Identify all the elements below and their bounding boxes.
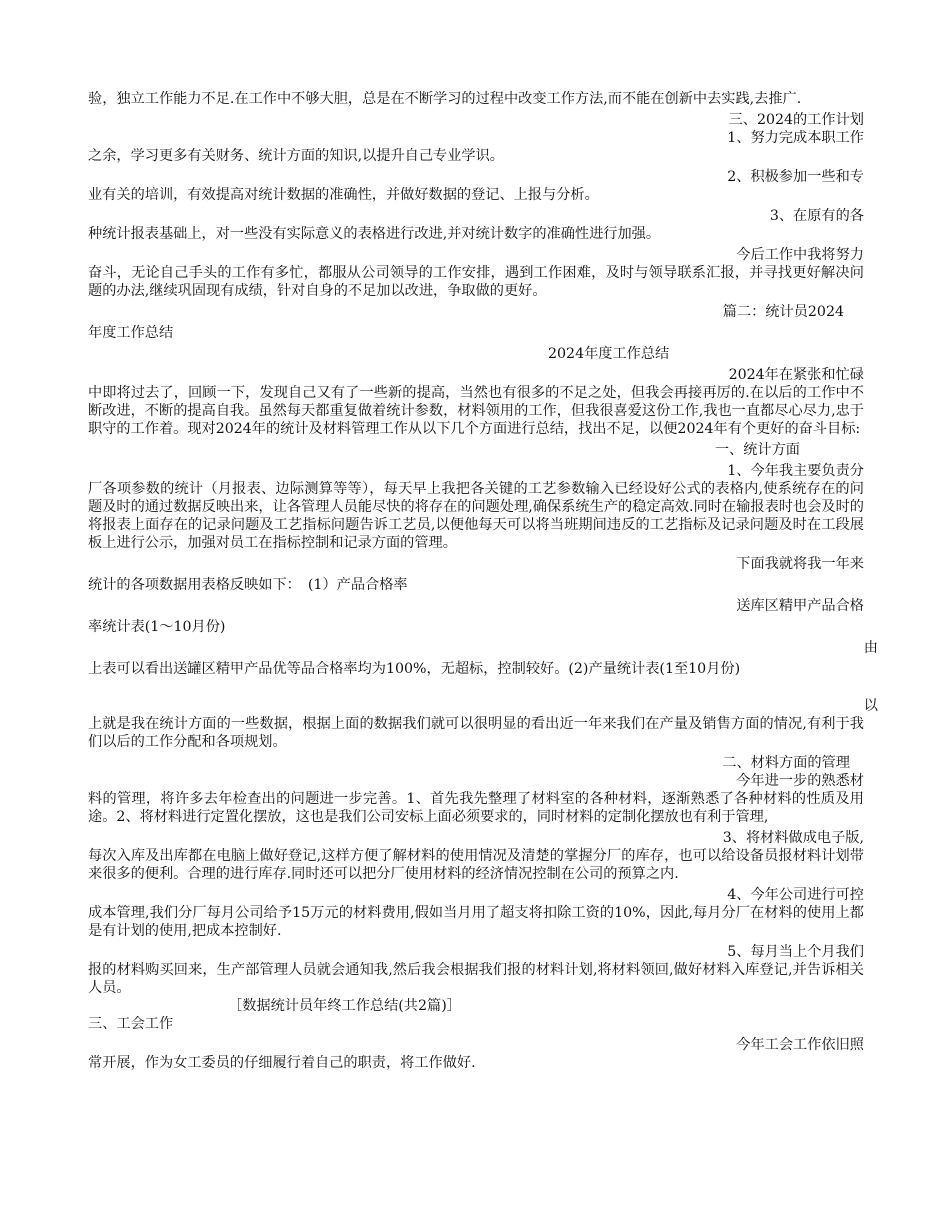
section-heading-union: 三、工会工作 bbox=[88, 1016, 174, 1032]
future-rest: 奋斗，无论自己手头的工作有多忙，都服从公司领导的工作安排，遇到工作困难，及时与领导联系汇报，并寻找更好解决问题的办法,继续巩固现有成绩，针对自身的不足加以改进，争取做的更好。 bbox=[88, 265, 864, 299]
document-title: 2024年度工作总结 bbox=[548, 346, 670, 362]
union-start: 今年工会工作依旧照 bbox=[736, 1037, 864, 1053]
mat-item-4-rest: 成本管理,我们分厂每月公司给予15万元的材料费用,假如当月用了超支将扣除工资的10%，因此,每月分厂在材料的使用上都是有计划的使用,把成本控制好. bbox=[88, 905, 864, 939]
mat-item-3-rest: 每次入库及出库都在电脑上做好登记,这样方便了解材料的使用情况及清楚的掌握分厂的库存，也可以给设备员报材料计划带来很多的便利。合理的进行库存.同时还可以把分厂使用材料的经济情况控制在公司的预算之内. bbox=[88, 848, 864, 882]
future-start: 今后工作中我将努力 bbox=[736, 247, 864, 263]
mat-item-3-start: 3、将材料做成电子版, bbox=[722, 830, 864, 846]
above-start: 以 bbox=[863, 698, 878, 714]
table-caption-start: 送库区精甲产品合格 bbox=[736, 598, 864, 614]
document-page bbox=[88, 90, 878, 1072]
plan-item-2-start: 2、积极参加一些和专 bbox=[727, 169, 864, 185]
intro-start: 2024年在紧张和忙碌 bbox=[728, 367, 864, 383]
below-rest: 统计的各项数据用表格反映如下： (1）产品合格率 bbox=[88, 577, 408, 593]
spacer bbox=[88, 678, 864, 694]
section-heading-plan: 三、2024的工作计划 bbox=[728, 112, 864, 128]
plan-item-1-rest: 之余，学习更多有关财务、统计方面的知识,以提升自己专业学识。 bbox=[88, 148, 504, 164]
plan-item-3-start: 3、在原有的各 bbox=[769, 208, 864, 224]
from-rest: 上表可以看出送罐区精甲产品优等品合格率均为100%，无超标，控制较好。(2)产量统计表(1至10月份) bbox=[88, 661, 741, 677]
stat-item-1-start: 1、今年我主要负责分 bbox=[727, 463, 864, 479]
mat-item-1-start: 今年进一步的熟悉材 bbox=[736, 773, 864, 789]
section-heading-statistics: 一、统计方面 bbox=[714, 442, 800, 458]
mat-item-5-rest: 报的材料购买回来，生产部管理人员就会通知我,然后我会根据我们报的材料计划,将材料领回,做好材料入库登记,并告诉相关人员。 bbox=[88, 962, 864, 996]
union-rest: 常开展，作为女工委员的仔细履行着自己的职责，将工作做好. bbox=[88, 1055, 476, 1071]
part-two-heading: 篇二：统计员2024 bbox=[722, 304, 844, 320]
from-start: 由 bbox=[863, 640, 878, 656]
plan-item-3-rest: 种统计报表基础上，对一些没有实际意义的表格进行改进,并对统计数字的准确性进行加强。 bbox=[88, 226, 661, 242]
document-footer-title: ［数据统计员年终工作总结(共2篇)］ bbox=[228, 998, 461, 1014]
below-start: 下面我就将我一年来 bbox=[736, 556, 864, 572]
section-heading-materials: 二、材料方面的管理 bbox=[722, 755, 850, 771]
mat-item-5-start: 5、每月当上个月我们 bbox=[727, 944, 864, 960]
stat-item-1-rest: 厂各项参数的统计（月报表、边际测算等等），每天早上我把各关键的工艺参数输入已经设好公式的表格内,使系统存在的问题及时的通过数据反映出来，让各管理人员能尽快的将存在的问题处理,确保系统生产的稳定高效.同时在输报表时也会及时的将报表上面存在的记录问题及工艺指标问题告诉工艺员,以便他每天可以将当班期间违反的工艺指标及记录问题及时在工段展板上进行公示，加强对员工在指标控制和记录方面的管理。 bbox=[88, 481, 864, 551]
mat-item-1-rest: 料的管理，将许多去年检查出的问题进一步完善。1、首先我先整理了材料室的各种材料，逐渐熟悉了各种材料的性质及用途。2、将材料进行定置化摆放，这也是我们公司安标上面必须要求的，同时材料的定制化摆放也有利于管理, bbox=[88, 791, 864, 825]
above-rest: 上就是我在统计方面的一些数据，根据上面的数据我们就可以很明显的看出近一年来我们在产量及销售方面的情况,有利于我们以后的工作分配和各项规划。 bbox=[88, 716, 864, 750]
paragraph: 验，独立工作能力不足.在工作中不够大胆，总是在不断学习的过程中改变工作方法,而不能在创新中去实践,去推广. bbox=[88, 91, 802, 107]
part-two-heading-rest: 年度工作总结 bbox=[88, 325, 174, 341]
plan-item-2-rest: 业有关的培训，有效提高对统计数据的准确性，并做好数据的登记、上报与分析。 bbox=[88, 187, 599, 203]
table-caption-rest: 率统计表(1～10月份) bbox=[88, 619, 226, 635]
plan-item-1-start: 1、努力完成本职工作 bbox=[727, 130, 864, 146]
mat-item-4-start: 4、今年公司进行可控 bbox=[727, 887, 864, 903]
intro-rest: 中即将过去了，回顾一下，发现自己又有了一些新的提高，当然也有很多的不足之处，但我会再接再厉的.在以后的工作中不断改进，不断的提高自我。虽然每天都重复做着统计参数，材料领用的工作，但我很喜爱这份工作,我也一直都尽心尽力,忠于职守的工作着。现对2024年的统计及材料管理工作从以下几个方面进行总结，找出不足，以便2024年有个更好的奋斗目标: bbox=[88, 385, 864, 437]
